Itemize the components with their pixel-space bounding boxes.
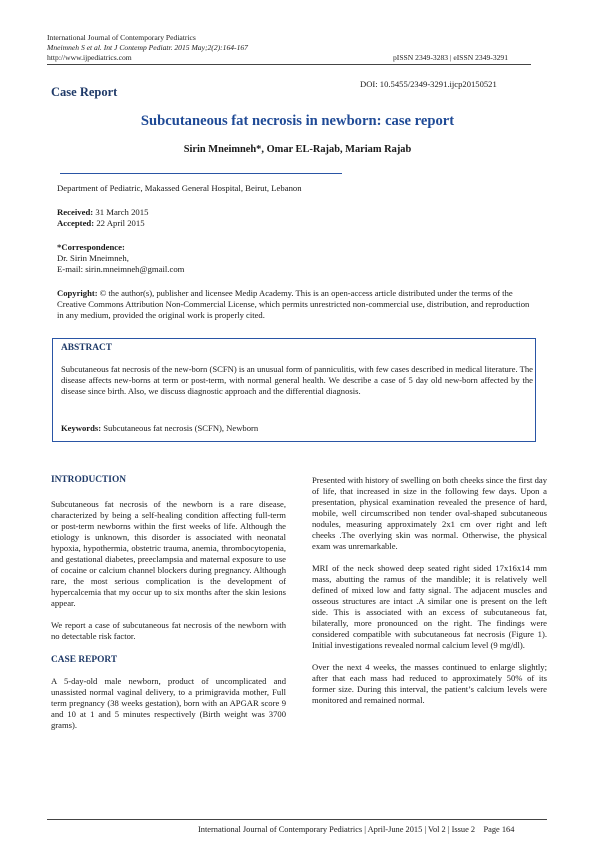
left-column <box>51 475 286 731</box>
keywords-value: Subcutaneous fat necrosis (SCFN), Newborn <box>101 423 259 433</box>
right-column <box>312 475 547 706</box>
copyright-label: Copyright: <box>57 288 98 298</box>
received-label: Received: <box>57 207 94 217</box>
abstract-text: Subcutaneous fat necrosis of the new-born (SCFN) is an unusual form of panniculitis, with few cases described in medical literature. The disease affects new-borns at term or post-term, with normal general health. We describe a case of 5 day old new-born affected by the disease since birth. Also, we discuss diagnostic approach and the differential diagnosis. <box>61 364 533 396</box>
right-paragraph-3: Over the next 4 weeks, the masses continued to enlarge slightly; after that each mass had reduced to approximately 50% of its former size. During this interval, the patient’s calcium levels were monitored and remained normal. <box>312 662 547 705</box>
received-value: 31 March 2015 <box>93 207 149 217</box>
intro-paragraph-2: We report a case of subcutaneous fat necrosis of the newborn with no detectable risk factor. <box>51 620 286 641</box>
doi-line: DOI: 10.5455/2349-3291.ijcp20150521 <box>360 79 497 89</box>
journal-name: International Journal of Contemporary Pediatrics <box>47 33 196 42</box>
author-list: Sirin Mneimneh*, Omar EL-Rajab, Mariam Rajab <box>183 144 412 155</box>
affiliation: Department of Pediatric, Makassed General Hospital, Beirut, Lebanon <box>57 183 302 193</box>
accepted-value: 22 April 2015 <box>94 218 145 228</box>
journal-url-link[interactable]: http://www.ijpediatrics.com <box>47 53 132 62</box>
footer-divider <box>47 819 547 820</box>
keywords-label: Keywords: <box>61 423 102 433</box>
author-divider <box>60 173 342 174</box>
right-paragraph-2: MRI of the neck showed deep seated right sided 17x16x14 mm mass, abutting the ramus of the mandible; it is relatively well defined of mixed low and fatty signal. The adjacent muscles and osseous structures are intact .A similar one is present on the left side. This is associated with an excess of subcutaneous fat, bilaterally, more pronounced on the right. The findings were considered compatible with subcutaneous fat necrosis (Figure 1). Initial investigations revealed normal calcium level (9 mg/dl). <box>312 563 547 650</box>
copyright-text: © the author(s), publisher and licensee Medip Academy. This is an open-access article distributed under the terms of the Creative Commons Attribution Non-Commercial License, which permits unrestricted non-commercial use, distribution, and reproduction in any medium, provided the original work is properly cited. <box>57 288 530 320</box>
accepted-date <box>57 218 145 229</box>
right-paragraph-1: Presented with history of swelling on both cheeks since the first day of life, that increased in size in the following few days. Upon a presentation, physical examination revealed the presence of hard, mobile, well circumscribed non tender oval-shaped subcutaneous nodules, measuring approximately 2x1 cm over right and left cheeks .The overlying skin was normal. Otherwise, the physical exam was unremarkable. <box>312 475 547 551</box>
correspondence-name: Dr. Sirin Mneimneh, <box>57 253 129 263</box>
issn-line: pISSN 2349-3283 | eISSN 2349-3291 <box>393 53 509 62</box>
header-divider <box>47 64 531 65</box>
copyright-notice <box>57 288 537 320</box>
page-footer: International Journal of Contemporary Pediatrics | April-June 2015 | Vol 2 | Issue 2 Page 164 <box>198 825 515 834</box>
received-date <box>57 207 148 218</box>
correspondence-label: *Correspondence: <box>57 242 125 252</box>
keywords-line <box>61 423 258 433</box>
correspondence-email[interactable]: E-mail: sirin.mneimneh@gmail.com <box>57 264 185 274</box>
article-type-label: Case Report <box>51 85 118 99</box>
article-title: Subcutaneous fat necrosis in newborn: case report <box>140 113 455 129</box>
introduction-heading: INTRODUCTION <box>51 475 127 485</box>
citation-line: Mneimneh S et al. Int J Contemp Pediatr. 2015 May;2(2):164-167 <box>47 43 248 52</box>
case-paragraph-1: A 5-day-old male newborn, product of uncomplicated and unassisted normal vaginal delivery, to a primigravida mother, Full term pregnancy (38 weeks gestation), born with an APGAR score 9 and 10 at 1 and 5 minutes respectively (Birth weight was 3700 grams). <box>51 676 286 730</box>
intro-paragraph-1: Subcutaneous fat necrosis of the newborn is a rare disease, characterized by being a self-healing condition affecting full-term or post-term newborns within the first weeks of life. Although the etiology is unknown, this disorder is associated with neonatal hypoxia, hypothermia, obstetric trauma, anemia, thrombocytopenia, and gestational diabetes, preeclampsia and maternal exposure to use of cocaine or calcium channel blockers during pregnancy. Although rare, the most serious complication is the development of hypercalcemia that my occur up to six months after the skin lesions appear. <box>51 499 286 608</box>
accepted-label: Accepted: <box>57 218 95 228</box>
abstract-heading: ABSTRACT <box>61 343 113 353</box>
case-report-heading: CASE REPORT <box>51 655 118 665</box>
